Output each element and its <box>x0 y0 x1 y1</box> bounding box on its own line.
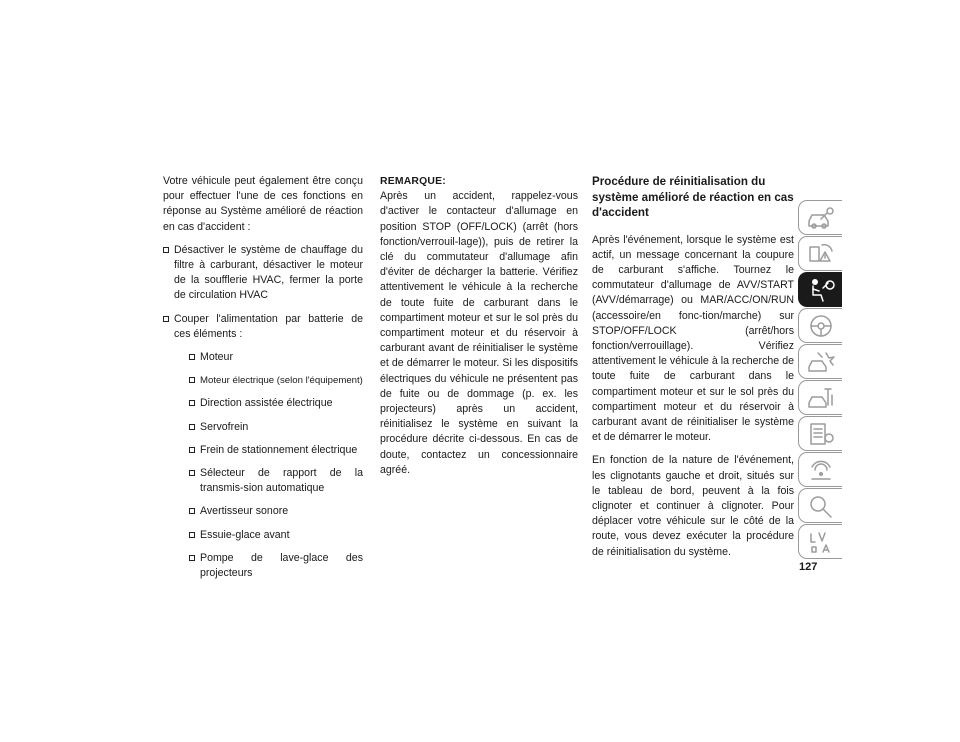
list-item-text: Couper l'alimentation par batterie de ces éléments : <box>174 312 363 340</box>
column-right <box>592 174 794 568</box>
section-title: Procédure de réinitialisation du système amélioré de réaction en cas d'accident <box>592 175 794 219</box>
page-number: 127 <box>799 561 818 573</box>
column-left <box>163 174 363 589</box>
dashboard-warning-icon <box>806 241 836 267</box>
square-bullet-icon <box>189 377 195 383</box>
car-crash-icon <box>806 349 836 375</box>
car-service-icon <box>806 385 836 411</box>
tab-steering[interactable] <box>798 308 842 343</box>
square-bullet-icon <box>189 532 195 538</box>
steering-wheel-icon <box>806 313 836 339</box>
sub-list-item-text: Frein de stationnement électrique <box>200 443 358 456</box>
tab-airbag-safety[interactable] <box>798 272 842 307</box>
intro-paragraph: Votre véhicule peut également être conçu pour effectuer l'une de ces fonctions en réponse au Système amélioré de réaction en cas d'accident : <box>163 175 363 233</box>
square-bullet-icon <box>163 316 169 322</box>
sub-list-item <box>174 466 363 496</box>
sub-list-item-text: Servofrein <box>200 420 249 433</box>
sub-list <box>174 350 363 581</box>
sub-list-item <box>174 443 363 458</box>
tab-service[interactable] <box>798 380 842 415</box>
square-bullet-icon <box>189 555 195 561</box>
tab-language[interactable] <box>798 524 842 559</box>
column-middle <box>380 174 578 486</box>
sub-list-item <box>174 504 363 519</box>
multimedia-icon <box>806 457 836 483</box>
sub-list-item <box>174 420 363 435</box>
car-key-icon <box>806 205 836 231</box>
body-paragraph: En fonction de la nature de l'événement, les clignotants gauche et droit, situés sur le tableau de bord, peuvent à la fois clignoter et continuer à clignoter. Pour déplacer votre véhicule sur le côté de la route, vous devez exécuter la procédure de réinitialisation du système. <box>592 454 794 558</box>
sub-list-item-text: Pompe de lave-glace des projecteurs <box>200 551 363 580</box>
square-bullet-icon <box>189 424 195 430</box>
tab-index[interactable] <box>798 488 842 523</box>
sub-list-item <box>174 373 363 388</box>
tab-dashboard-warning[interactable] <box>798 236 842 271</box>
square-bullet-icon <box>163 247 169 253</box>
list-item <box>163 312 363 582</box>
language-icon <box>806 529 836 555</box>
body-paragraph: Après l'événement, lorsque le système est actif, un message concernant la coupure de carburant s'affiche. Tournez le commutateur d'allumage de AVV/START (AVV/démarrage) ou MAR/ACC/ON/RUN (accessoire/en fonc-tion/marche) sur STOP/OFF/LOCK (arrêt/hors fonction/verrouillage). Vérifiez attentivement le véhicule à la recherche de toute fuite de carburant dans le compartiment moteur et sur le sol près du compartiment moteur et du réservoir à carburant avant de réinitialiser le système et de démarrer le moteur. <box>592 233 794 444</box>
sub-list-item-text: Direction assistée électrique <box>200 397 333 410</box>
sub-list-item <box>174 551 363 581</box>
tab-car-key[interactable] <box>798 200 842 235</box>
note-label: REMARQUE: <box>380 176 446 187</box>
sub-list-item-text: Sélecteur de rapport de la transmis-sion automatique <box>200 467 363 495</box>
airbag-seat-icon <box>806 277 836 303</box>
tab-specifications[interactable] <box>798 416 842 451</box>
list-item-text: Désactiver le système de chauffage du filtre à carburant, désactiver le moteur de la soufflerie HVAC, fermer la porte de circulation HVAC <box>174 243 363 302</box>
square-bullet-icon <box>189 470 195 476</box>
tab-multimedia[interactable] <box>798 452 842 487</box>
action-list <box>163 243 363 581</box>
list-item <box>163 243 363 304</box>
square-bullet-icon <box>189 447 195 453</box>
sub-list-item-text: Avertisseur sonore <box>200 505 289 518</box>
sub-list-item-text: Moteur électrique (selon l'équipement) <box>200 375 363 387</box>
sub-list-item-text: Moteur <box>200 351 233 364</box>
checklist-icon <box>806 421 836 447</box>
tab-emergency[interactable] <box>798 344 842 379</box>
sub-list-item <box>174 528 363 543</box>
square-bullet-icon <box>189 400 195 406</box>
magnifier-index-icon <box>806 493 836 519</box>
square-bullet-icon <box>189 508 195 514</box>
sub-list-item <box>174 350 363 365</box>
sub-list-item <box>174 396 363 411</box>
square-bullet-icon <box>189 354 195 360</box>
note-paragraph: Après un accident, rappelez-vous d'activer le contacteur d'allumage en position STOP (OFF/LOCK) (arrêt (hors fonction/verrouil-lage)), puis de retirer la clé du commutateur d'allumage afin d'éviter de décharger la batterie. Vérifiez attentivement le véhicule à la recherche de toute fuite de carburant dans le compartiment moteur et sur le sol près du compartiment moteur et du réservoir à carburant avant de réinitialiser le système et de démarrer le moteur. Si les dispositifs électriques du véhicule ne présentent pas de fuite ou de dommage (p. ex. les projecteurs) après un accident, réinitialisez le système en suivant la procédure décrite ci-dessous. En cas de doute, contactez un concessionnaire agréé. <box>380 190 578 476</box>
sub-list-item-text: Essuie-glace avant <box>200 528 290 541</box>
